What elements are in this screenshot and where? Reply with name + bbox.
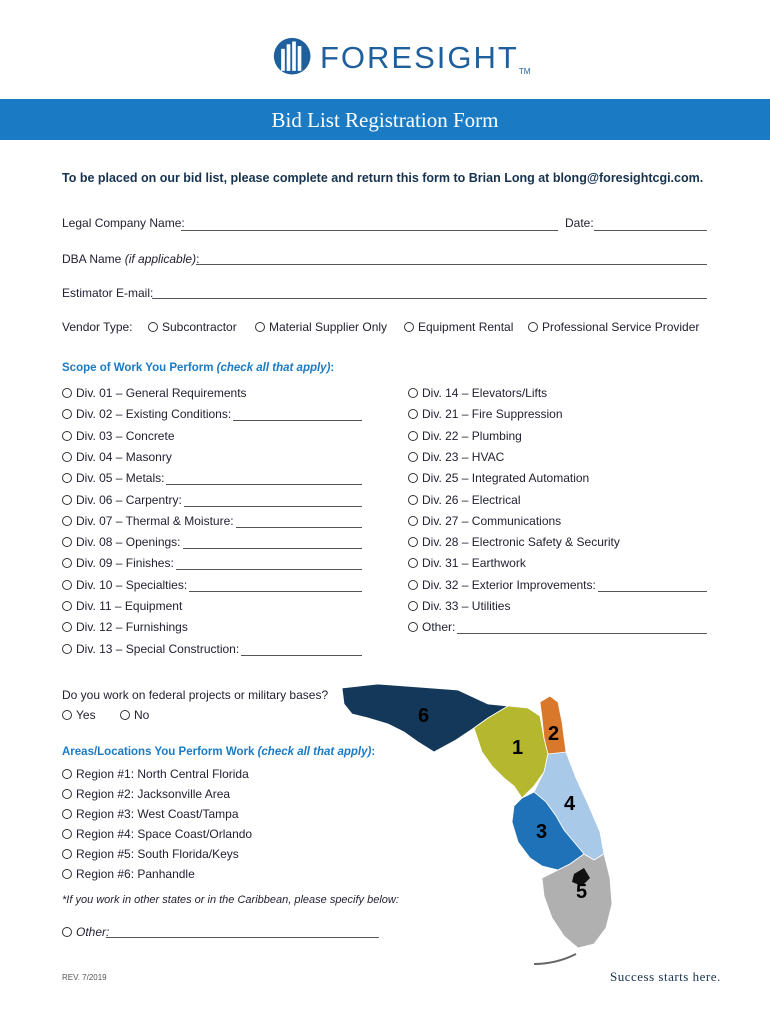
radio-icon[interactable] bbox=[408, 409, 418, 419]
scope-option-label: Div. 23 – HVAC bbox=[422, 449, 505, 464]
scope-option[interactable] bbox=[408, 578, 596, 592]
revision-label: REV. 7/2019 bbox=[62, 973, 107, 982]
radio-icon[interactable] bbox=[408, 558, 418, 568]
scope-option-label: Other: bbox=[422, 620, 456, 635]
scope-option[interactable] bbox=[408, 429, 522, 443]
scope-specify-field[interactable] bbox=[457, 633, 707, 634]
scope-specify-field[interactable] bbox=[189, 591, 362, 592]
estimator-email-field[interactable] bbox=[152, 298, 707, 299]
scope-option-label: Div. 31 – Earthwork bbox=[422, 556, 526, 571]
scope-option-label: Div. 02 – Existing Conditions: bbox=[76, 407, 232, 422]
scope-option[interactable] bbox=[62, 599, 182, 613]
region-option-3[interactable] bbox=[62, 807, 239, 821]
region-option-label: Region #2: Jacksonville Area bbox=[76, 787, 231, 801]
date-label: Date: bbox=[565, 216, 594, 230]
radio-icon[interactable] bbox=[408, 580, 418, 590]
scope-option-label: Div. 32 – Exterior Improvements: bbox=[422, 577, 596, 592]
scope-option-label: Div. 08 – Openings: bbox=[76, 535, 181, 550]
radio-icon[interactable] bbox=[408, 495, 418, 505]
radio-icon[interactable] bbox=[528, 322, 538, 332]
scope-specify-field[interactable] bbox=[236, 527, 362, 528]
legal-name-label: Legal Company Name: bbox=[62, 216, 185, 230]
scope-option[interactable] bbox=[408, 450, 504, 464]
radio-icon[interactable] bbox=[62, 644, 72, 654]
scope-option[interactable] bbox=[62, 450, 172, 464]
radio-icon[interactable] bbox=[408, 622, 418, 632]
scope-option-label: Div. 04 – Masonry bbox=[76, 449, 172, 464]
radio-icon[interactable] bbox=[62, 537, 72, 547]
logo-wordmark: FORESIGHTTM bbox=[320, 40, 531, 76]
federal-no-option[interactable]: No bbox=[120, 708, 149, 722]
dba-field[interactable] bbox=[196, 264, 707, 265]
scope-specify-field[interactable] bbox=[233, 420, 362, 421]
radio-icon[interactable] bbox=[148, 322, 158, 332]
radio-icon[interactable] bbox=[62, 452, 72, 462]
radio-icon[interactable] bbox=[62, 927, 72, 937]
region-option-label: Region #4: Space Coast/Orlando bbox=[76, 827, 253, 841]
scope-option[interactable] bbox=[62, 386, 247, 400]
region-option-2[interactable] bbox=[62, 787, 230, 801]
radio-icon[interactable] bbox=[408, 601, 418, 611]
scope-option-label: Div. 11 – Equipment bbox=[76, 599, 183, 613]
scope-specify-field[interactable] bbox=[183, 548, 362, 549]
scope-option-label: Div. 01 – General Requirements bbox=[76, 386, 247, 400]
scope-option-label: Div. 05 – Metals: bbox=[76, 471, 165, 486]
vendor-option-subcontractor[interactable]: Subcontractor bbox=[148, 320, 237, 334]
scope-specify-field[interactable] bbox=[241, 655, 362, 656]
radio-icon[interactable] bbox=[62, 869, 72, 879]
radio-icon[interactable] bbox=[408, 516, 418, 526]
scope-option[interactable] bbox=[62, 429, 175, 443]
scope-option[interactable] bbox=[62, 514, 234, 528]
radio-icon[interactable] bbox=[62, 580, 72, 590]
vendor-option-professional-service[interactable]: Professional Service Provider bbox=[528, 320, 699, 334]
scope-option[interactable] bbox=[62, 578, 187, 592]
scope-option[interactable] bbox=[62, 620, 188, 634]
federal-question: Do you work on federal projects or military bases? bbox=[62, 688, 329, 702]
scope-option[interactable] bbox=[62, 556, 174, 570]
region-option-label: Region #3: West Coast/Tampa bbox=[76, 807, 239, 821]
scope-specify-field[interactable] bbox=[176, 569, 362, 570]
intro-text: To be placed on our bid list, please complete and return this form to Brian Long at blong@foresightcgi.com. bbox=[62, 171, 704, 185]
radio-icon[interactable] bbox=[62, 769, 72, 779]
scope-option-label: Div. 09 – Finishes: bbox=[76, 556, 174, 571]
region-option-label: Region #1: North Central Florida bbox=[76, 767, 249, 781]
date-field[interactable] bbox=[594, 230, 707, 231]
scope-option[interactable] bbox=[408, 493, 520, 507]
region-option-1[interactable] bbox=[62, 767, 249, 781]
scope-option[interactable] bbox=[408, 386, 547, 400]
radio-icon[interactable] bbox=[62, 809, 72, 819]
scope-specify-field[interactable] bbox=[598, 591, 707, 592]
radio-icon[interactable] bbox=[62, 409, 72, 419]
scope-option[interactable] bbox=[408, 514, 561, 528]
map-label-5: 5 bbox=[576, 881, 588, 903]
contact-email-link[interactable]: blong@foresightcgi.com bbox=[552, 171, 700, 185]
scope-option[interactable] bbox=[408, 620, 455, 634]
map-label-1: 1 bbox=[512, 737, 524, 759]
scope-option-label: Div. 10 – Specialties: bbox=[76, 577, 188, 592]
radio-icon[interactable] bbox=[62, 829, 72, 839]
map-label-6: 6 bbox=[418, 705, 430, 727]
scope-option-label: Div. 14 – Elevators/Lifts bbox=[422, 386, 548, 400]
legal-name-field[interactable] bbox=[181, 230, 558, 231]
scope-option-label: Div. 33 – Utilities bbox=[422, 599, 511, 613]
scope-option[interactable] bbox=[408, 599, 510, 613]
scope-option[interactable] bbox=[408, 407, 563, 421]
radio-icon[interactable] bbox=[408, 452, 418, 462]
page-title: Bid List Registration Form bbox=[271, 108, 499, 132]
region-option-label: Region #6: Panhandle bbox=[76, 867, 195, 881]
radio-icon[interactable] bbox=[62, 710, 72, 720]
scope-option[interactable] bbox=[62, 535, 181, 549]
radio-icon[interactable] bbox=[62, 495, 72, 505]
map-label-3: 3 bbox=[536, 821, 548, 843]
scope-option[interactable] bbox=[62, 407, 231, 421]
radio-icon[interactable] bbox=[408, 473, 418, 483]
scope-option-label: Div. 06 – Carpentry: bbox=[76, 492, 182, 507]
federal-yes-option[interactable]: Yes bbox=[62, 708, 96, 722]
scope-option[interactable] bbox=[408, 471, 589, 485]
radio-icon[interactable] bbox=[120, 710, 130, 720]
dba-label: DBA Name (if applicable): bbox=[62, 252, 200, 266]
region-option-5[interactable] bbox=[62, 847, 239, 861]
tagline: Success starts here. bbox=[610, 969, 721, 984]
radio-icon[interactable] bbox=[408, 388, 418, 398]
scope-specify-field[interactable] bbox=[166, 484, 362, 485]
map-label-2: 2 bbox=[548, 723, 560, 745]
region-option-4[interactable] bbox=[62, 827, 252, 841]
scope-option-label: Div. 26 – Electrical bbox=[422, 492, 521, 507]
radio-icon[interactable] bbox=[408, 537, 418, 547]
scope-option-label: Div. 07 – Thermal & Moisture: bbox=[76, 513, 234, 528]
scope-specify-field[interactable] bbox=[184, 506, 362, 507]
radio-icon[interactable] bbox=[404, 322, 414, 332]
map-keys bbox=[534, 954, 576, 964]
radio-icon[interactable] bbox=[62, 516, 72, 526]
vendor-type-label: Vendor Type: bbox=[62, 320, 133, 334]
radio-icon[interactable] bbox=[62, 431, 72, 441]
radio-icon[interactable] bbox=[62, 849, 72, 859]
map-region-1 bbox=[474, 706, 548, 798]
scope-option-label: Div. 12 – Furnishings bbox=[76, 620, 188, 635]
vendor-option-material-supplier[interactable]: Material Supplier Only bbox=[255, 320, 387, 334]
scope-option[interactable] bbox=[62, 493, 182, 507]
areas-heading: Areas/Locations You Perform Work (check all that apply): bbox=[62, 746, 376, 758]
other-states-note: *If you work in other states or in the Caribbean, please specify below: bbox=[62, 894, 399, 906]
radio-icon[interactable] bbox=[62, 473, 72, 483]
region-option-6[interactable] bbox=[62, 867, 195, 881]
scope-option-label: Div. 25 – Integrated Automation bbox=[422, 471, 590, 486]
scope-option-label: Div. 28 – Electronic Safety & Security bbox=[422, 535, 620, 550]
scope-option[interactable] bbox=[408, 556, 526, 570]
scope-option-label: Div. 21 – Fire Suppression bbox=[422, 407, 563, 422]
radio-icon[interactable] bbox=[62, 622, 72, 632]
scope-heading: Scope of Work You Perform (check all that apply): bbox=[62, 362, 335, 374]
scope-option[interactable] bbox=[408, 535, 620, 549]
scope-option-label: Div. 03 – Concrete bbox=[76, 428, 175, 443]
radio-icon[interactable] bbox=[408, 431, 418, 441]
foresight-logo-icon bbox=[272, 36, 316, 80]
radio-icon[interactable] bbox=[62, 601, 72, 611]
florida-regions-map bbox=[338, 682, 618, 967]
radio-icon[interactable] bbox=[62, 388, 72, 398]
scope-option-label: Div. 13 – Special Construction: bbox=[76, 641, 240, 656]
scope-option-label: Div. 22 – Plumbing bbox=[422, 428, 522, 443]
other-region-option[interactable]: Other: bbox=[62, 925, 109, 939]
region-option-label: Region #5: South Florida/Keys bbox=[76, 847, 239, 861]
scope-option[interactable] bbox=[62, 471, 164, 485]
estimator-email-label: Estimator E-mail: bbox=[62, 286, 154, 300]
vendor-option-equipment-rental[interactable]: Equipment Rental bbox=[404, 320, 513, 334]
radio-icon[interactable] bbox=[255, 322, 265, 332]
map-label-4: 4 bbox=[564, 793, 576, 815]
radio-icon[interactable] bbox=[62, 789, 72, 799]
scope-option-label: Div. 27 – Communications bbox=[422, 513, 562, 528]
scope-option[interactable] bbox=[62, 642, 239, 656]
radio-icon[interactable] bbox=[62, 558, 72, 568]
